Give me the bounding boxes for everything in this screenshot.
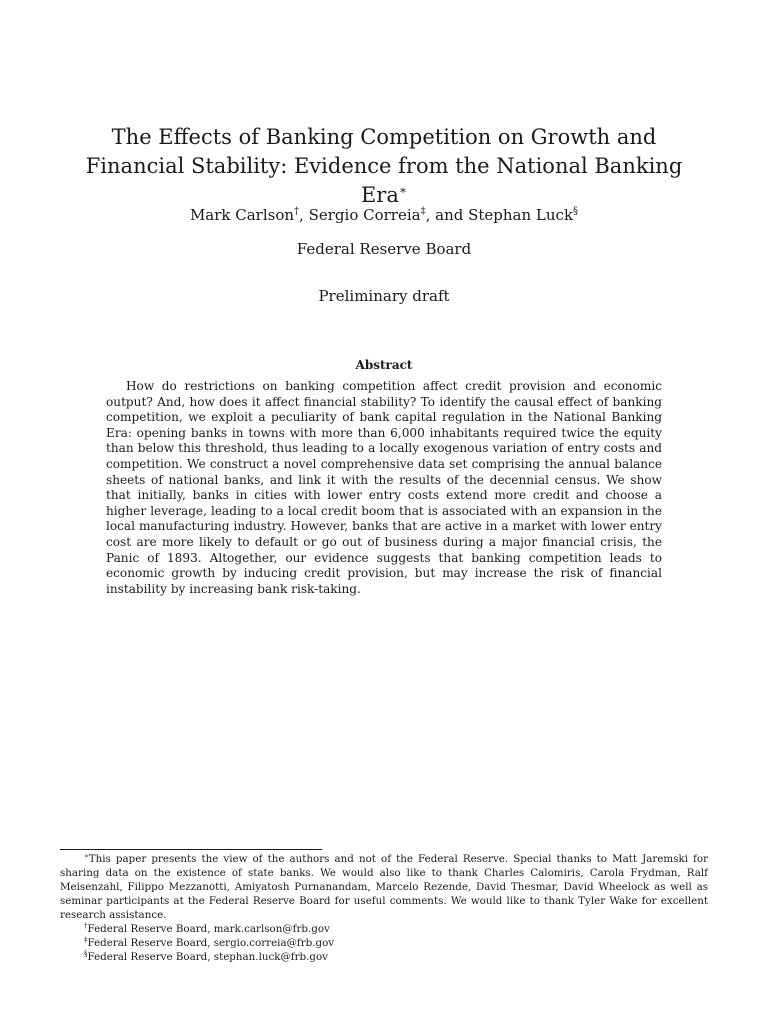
footnote: [60, 936, 708, 950]
footnote-mark: †: [84, 922, 88, 930]
footnote-text: Federal Reserve Board, sergio.correia@frb.gov: [87, 937, 335, 949]
footnotes: [60, 852, 708, 964]
author-footnote-mark: ‡: [420, 206, 426, 217]
footnote-text: This paper presents the view of the authors and not of the Federal Reserve. Special thanks to Matt Jaremski for sharing data on the existence of state banks. We would also like to thank Charles Calomiris, Carola Frydman, Ralf Meisenzahl, Filippo Mezzanotti, Amiyatosh Purnanandam, Marcelo Rezende, David Thesmar, David Wheelock as well as seminar participants at the Federal Reserve Board for useful comments. We would like to thank Tyler Wake for excellent research assistance.: [60, 853, 708, 921]
footnote-mark: ∗: [84, 852, 89, 860]
footnote: [60, 950, 708, 964]
abstract-text: How do restrictions on banking competition affect credit provision and economic output? And, how does it affect financial stability? To identify the causal effect of banking competition, we exploit a peculiarity of bank capital regulation in the National Banking Era: opening banks in towns with more than 6,000 inhabitants required twice the equity than below this threshold, thus leading to a locally exogenous variation of entry costs and competition. We construct a novel comprehensive data set comprising the annual balance sheets of national banks, and link it with the results of the decennial census. We show that initially, banks in cities with lower entry costs extend more credit and choose a higher leverage, leading to a local credit boom that is associated with an expansion in the local manufacturing industry. However, banks that are active in a market with lower entry cost are more likely to default or go out of business during a major financial crisis, the Panic of 1893. Altogether, our evidence suggests that banking competition leads to economic growth by inducing credit provision, but may increase the risk of financial instability by increasing bank risk-taking.: [106, 379, 662, 596]
footnote: [60, 852, 708, 922]
footnote: [60, 922, 708, 936]
footnote-mark: ‡: [84, 936, 88, 944]
draft-status: Preliminary draft: [318, 287, 450, 305]
footnote-text: Federal Reserve Board, mark.carlson@frb.gov: [87, 923, 330, 935]
author-name: Sergio Correia: [308, 206, 421, 224]
author-list: [0, 205, 768, 225]
abstract-heading: Abstract: [355, 358, 413, 372]
footnote-divider: [60, 849, 322, 850]
author-name: Stephan Luck: [468, 206, 574, 224]
footnote-mark: §: [84, 950, 88, 958]
author-footnote-mark: §: [573, 206, 579, 217]
author-name: Mark Carlson: [189, 206, 295, 224]
paper-title: [60, 123, 708, 210]
affiliation: Federal Reserve Board: [296, 240, 472, 258]
title-footnote-mark: ∗: [398, 183, 408, 197]
author-footnote-mark: †: [294, 206, 300, 217]
author-separator: ,: [299, 206, 309, 224]
footnote-text: Federal Reserve Board, stephan.luck@frb.gov: [87, 951, 328, 963]
paper-title-text: The Effects of Banking Competition on Growth and Financial Stability: Evidence from the National Banking Era: [85, 125, 683, 207]
author-separator: , and: [425, 206, 469, 224]
